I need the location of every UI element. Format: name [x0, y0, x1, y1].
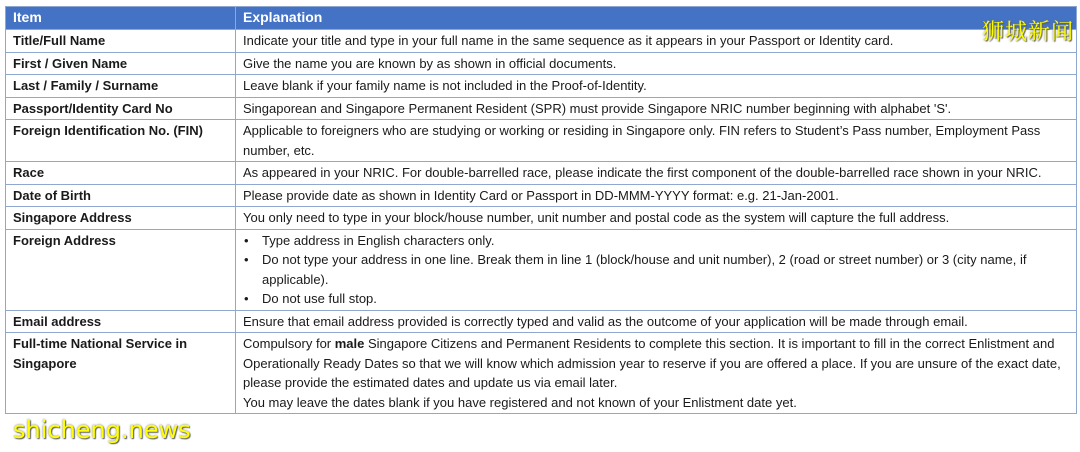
- info-table: [5, 6, 1077, 414]
- row-explanation: Give the name you are known by as shown in official documents.: [236, 52, 1077, 75]
- row-explanation: Leave blank if your family name is not included in the Proof-of-Identity.: [236, 75, 1077, 98]
- table-row: [6, 333, 1077, 414]
- table-row: [6, 75, 1077, 98]
- row-explanation: Indicate your title and type in your full name in the same sequence as it appears in your Passport or Identity card.: [236, 30, 1077, 53]
- bullet-item: • Type address in English characters only.: [256, 231, 1071, 251]
- watermark-bottom-left: shicheng.news: [13, 416, 191, 444]
- table-header-row: [6, 7, 1077, 30]
- row-item: Title/Full Name: [6, 30, 236, 53]
- bullet-item: • Do not use full stop.: [256, 289, 1071, 309]
- row-item: Foreign Identification No. (FIN): [6, 120, 236, 162]
- table-row: [6, 120, 1077, 162]
- row-explanation: Ensure that email address provided is correctly typed and valid as the outcome of your application will be made through email.: [236, 310, 1077, 333]
- row-item: Last / Family / Surname: [6, 75, 236, 98]
- row-item: First / Given Name: [6, 52, 236, 75]
- ns-text-pre: Compulsory for: [243, 336, 335, 351]
- row-explanation: Applicable to foreigners who are studying or working or residing in Singapore only. FIN refers to Student’s Pass number, Employment Pass number, etc.: [236, 120, 1077, 162]
- table-row: [6, 207, 1077, 230]
- table-row: [6, 310, 1077, 333]
- row-item: Date of Birth: [6, 184, 236, 207]
- row-explanation: As appeared in your NRIC. For double-barrelled race, please indicate the first component of the double-barrelled race shown in your NRIC.: [236, 162, 1077, 185]
- watermark-top-right: 狮城新闻: [981, 20, 1074, 45]
- table-row: [6, 97, 1077, 120]
- table-row: [6, 184, 1077, 207]
- row-explanation: Please provide date as shown in Identity Card or Passport in DD-MMM-YYYY format: e.g. 21-Jan-2001.: [236, 184, 1077, 207]
- table-row: [6, 52, 1077, 75]
- bullet-list: [243, 231, 1071, 309]
- row-item: Race: [6, 162, 236, 185]
- bullet-item: • Do not type your address in one line. Break them in line 1 (block/house and unit number), 2 (road or street number) or 3 (city name, if applicable).: [256, 250, 1071, 289]
- row-explanation: You only need to type in your block/house number, unit number and postal code as the system will capture the full address.: [236, 207, 1077, 230]
- row-item: Passport/Identity Card No: [6, 97, 236, 120]
- row-explanation: [236, 333, 1077, 414]
- table-row: [6, 30, 1077, 53]
- table-row: [6, 229, 1077, 310]
- row-explanation: Singaporean and Singapore Permanent Resident (SPR) must provide Singapore NRIC number beginning with alphabet 'S'.: [236, 97, 1077, 120]
- header-explanation: Explanation: [236, 7, 1077, 30]
- ns-text-post: Singapore Citizens and Permanent Residents to complete this section. It is important to fill in the correct Enlistment and Operationally Ready Dates so that we will know which admission year to reserve if you are offered a place. If you are unsure of the exact date, please provide the estimated dates and update us via email later.: [243, 336, 1061, 390]
- row-item: Full-time National Service in Singapore: [6, 333, 236, 414]
- ns-text-bold: male: [334, 336, 365, 351]
- table-row: [6, 162, 1077, 185]
- ns-paragraph: [243, 334, 1071, 393]
- row-explanation: [236, 229, 1077, 310]
- row-item: Email address: [6, 310, 236, 333]
- ns-paragraph-2: You may leave the dates blank if you have registered and not known of your Enlistment date yet.: [243, 394, 797, 410]
- header-item: Item: [6, 7, 236, 30]
- row-item: Singapore Address: [6, 207, 236, 230]
- row-item: Foreign Address: [6, 229, 236, 310]
